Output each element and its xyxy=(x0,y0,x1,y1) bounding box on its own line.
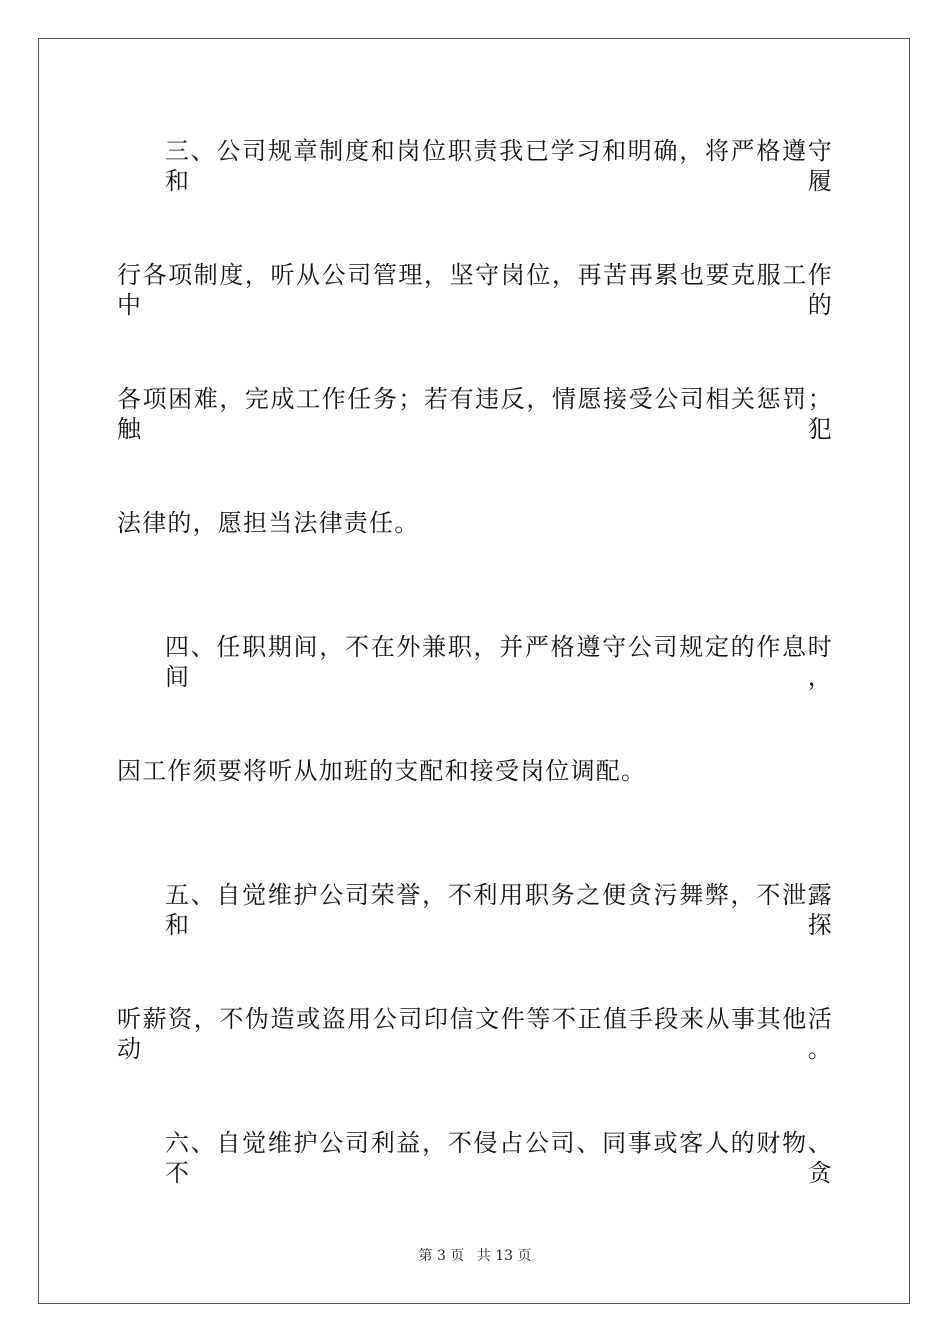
text-line-8: 听薪资，不伪造或盗用公司印信文件等不正值手段来从事其他活动。 xyxy=(117,1005,833,1063)
text-line-5: 四、任职期间，不在外兼职，并严格遵守公司规定的作息时间， xyxy=(165,633,833,691)
text-line-4: 法律的，愿担当法律责任。 xyxy=(117,509,420,537)
text-line-3: 各项困难，完成工作任务；若有违反，情愿接受公司相关惩罚；触犯 xyxy=(117,385,833,443)
text-line-6: 因工作须要将听从加班的支配和接受岗位调配。 xyxy=(117,757,647,785)
page-total: 共 13 页 xyxy=(476,1248,532,1264)
page-number: 第 3 页 xyxy=(418,1248,465,1264)
text-line-1: 三、公司规章制度和岗位职责我已学习和明确，将严格遵守和履 xyxy=(165,137,833,195)
text-line-9: 六、自觉维护公司利益，不侵占公司、同事或客人的财物、不贪 xyxy=(165,1129,833,1187)
page-footer xyxy=(0,1247,950,1265)
text-line-2: 行各项制度，听从公司管理，坚守岗位，再苦再累也要克服工作中的 xyxy=(117,261,833,319)
text-line-7: 五、自觉维护公司荣誉，不利用职务之便贪污舞弊，不泄露和探 xyxy=(165,881,833,939)
